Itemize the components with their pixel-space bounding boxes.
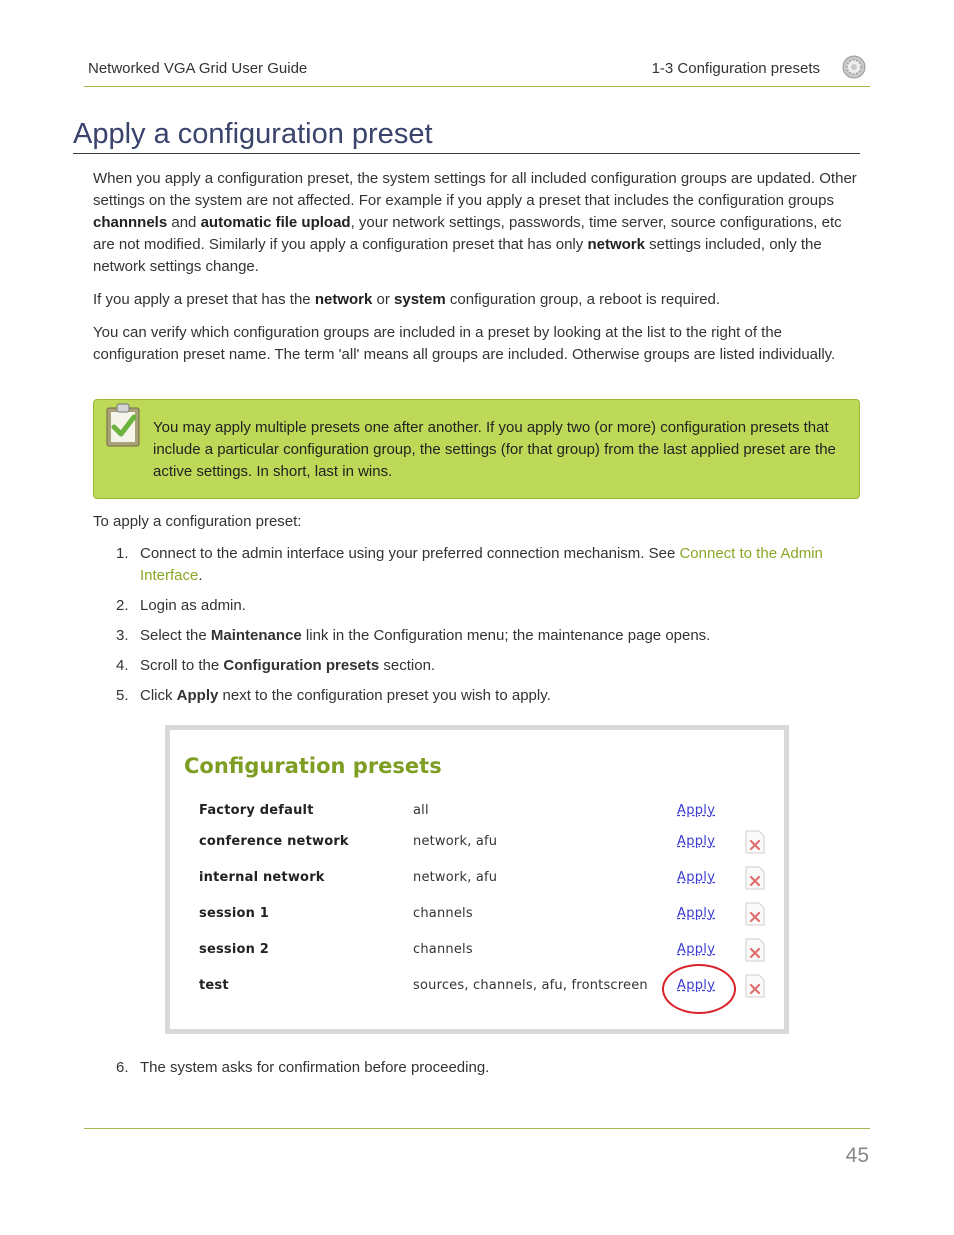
preset-name: conference network [199, 834, 349, 849]
apply-link[interactable]: Apply [677, 978, 716, 993]
preset-groups: sources, channels, afu, frontscreen [413, 978, 648, 993]
apply-link[interactable]: Apply [677, 803, 716, 818]
preset-row [170, 870, 784, 900]
connect-admin-link[interactable]: Connect to the Admin Interface [140, 545, 823, 584]
steps-list-continued [93, 1057, 863, 1087]
note-box [93, 399, 860, 499]
apply-link[interactable]: Apply [677, 834, 716, 849]
delete-icon[interactable] [744, 974, 766, 998]
step-2: 2. Login as admin. [116, 597, 246, 614]
step-3: 3. Select the Maintenance link in the Configuration menu; the maintenance page opens. [116, 627, 711, 644]
section-title: 1-3 Configuration presets [651, 60, 820, 77]
note-text: You may apply multiple presets one after another. If you apply two (or more) configuration presets that include a particular configuration group, the settings (for that group) from the last applied preset are the active settings. In short, last in wins. [153, 419, 836, 480]
delete-icon[interactable] [744, 866, 766, 890]
apply-link[interactable]: Apply [677, 942, 716, 957]
preset-groups: all [413, 803, 429, 818]
preset-name: internal network [199, 870, 325, 885]
steps-list [93, 543, 863, 715]
configuration-presets-screenshot [165, 725, 789, 1034]
delete-icon[interactable] [744, 830, 766, 854]
preset-groups: network, afu [413, 834, 498, 849]
paragraph-intro: When you apply a configuration preset, the system settings for all included configuration groups are updated. Other settings on the system are not affected. For example if you apply a preset that includes the configuration groups channnels and automatic file upload, your network settings, passwords, time server, source configurations, etc are not modified. Similarly if you apply a configuration preset that has only network settings included, only the network settings change. [93, 170, 857, 275]
step-5: 5. Click Apply next to the configuration preset you wish to apply. [116, 687, 551, 704]
preset-row [170, 803, 784, 833]
gear-icon [842, 55, 866, 79]
steps-intro: To apply a configuration preset: [93, 513, 302, 530]
clipboard-check-icon [105, 403, 141, 447]
step-4: 4. Scroll to the Configuration presets section. [116, 657, 436, 674]
preset-name: session 2 [199, 942, 270, 957]
highlight-circle [662, 964, 736, 1014]
delete-icon[interactable] [744, 938, 766, 962]
page-number: 45 [845, 1144, 869, 1167]
footer-rule [84, 1128, 870, 1129]
document-title: Networked VGA Grid User Guide [88, 60, 308, 77]
step-6: 6. The system asks for confirmation before proceeding. [116, 1059, 490, 1076]
preset-name: session 1 [199, 906, 270, 921]
preset-row [170, 834, 784, 864]
preset-groups: channels [413, 942, 473, 957]
preset-name: Factory default [199, 803, 314, 818]
presets-title: Configuration presets [184, 754, 442, 778]
preset-row [170, 906, 784, 936]
preset-groups: network, afu [413, 870, 498, 885]
delete-icon[interactable] [744, 902, 766, 926]
preset-groups: channels [413, 906, 473, 921]
apply-link[interactable]: Apply [677, 870, 716, 885]
preset-name: test [199, 978, 229, 993]
paragraph-verify: You can verify which configuration groups are included in a preset by looking at the list to the right of the configuration preset name. The term 'all' means all groups are included. Otherwise groups are listed individually. [93, 324, 836, 363]
page-title: Apply a configuration preset [73, 116, 860, 154]
header-rule [84, 86, 870, 87]
paragraph-reboot: If you apply a preset that has the network or system configuration group, a reboot is required. [93, 291, 721, 308]
step-1: 1. Connect to the admin interface using your preferred connection mechanism. See Connect to the Admin Interface. [116, 545, 823, 584]
apply-link[interactable]: Apply [677, 906, 716, 921]
